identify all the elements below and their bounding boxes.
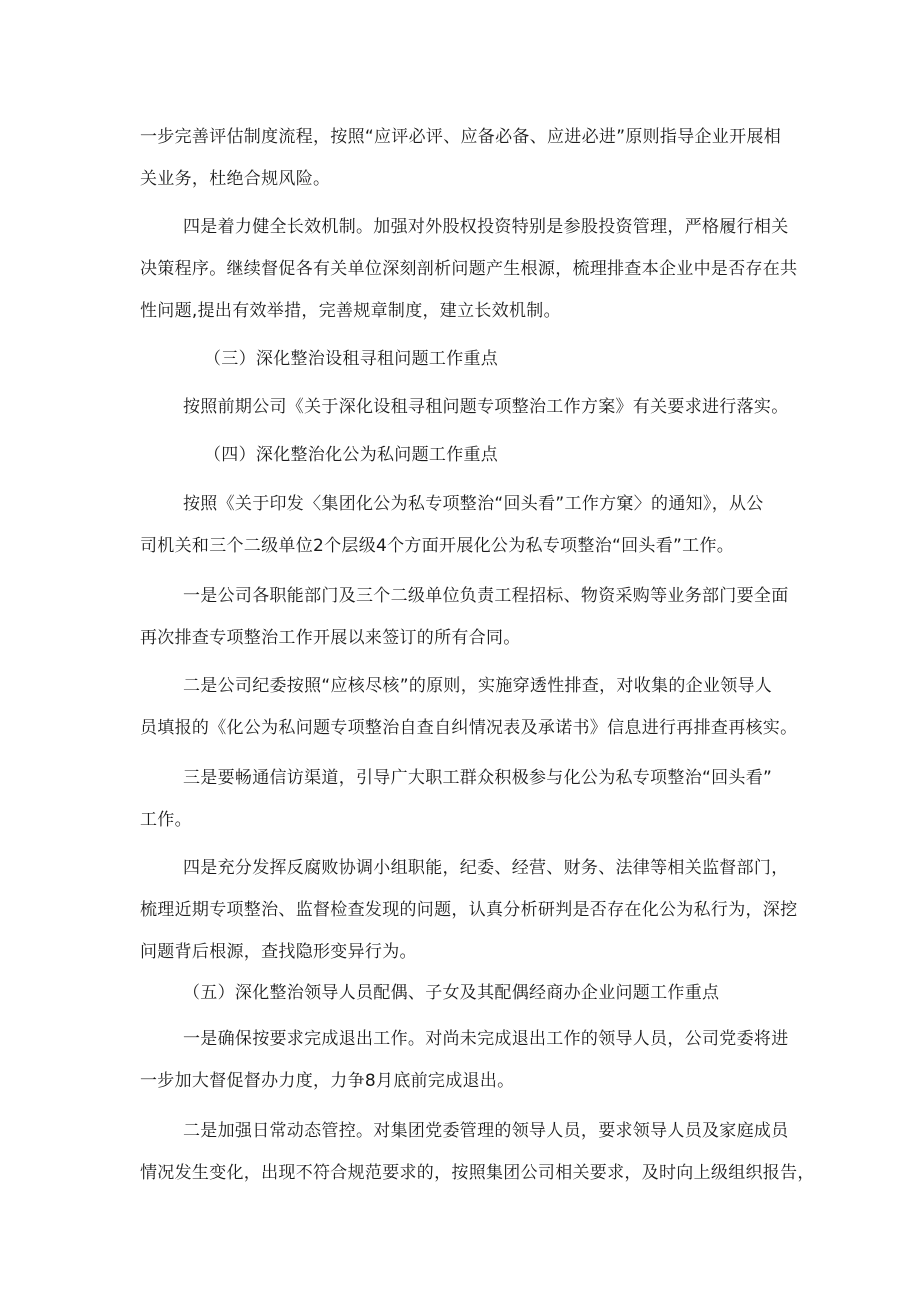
paragraph-line: 一是确保按要求完成退出工作。对尚未完成退出工作的领导人员，公司党委将进 bbox=[183, 1029, 789, 1049]
paragraph-line: 二是公司纪委按照“应核尽核”的原则，实施穿透性排查，对收集的企业领导人 bbox=[183, 676, 773, 696]
paragraph-line: 员填报的《化公为私问题专项整治自查自纠情况表及承诺书》信息进行再排查再核实。 bbox=[140, 718, 798, 738]
section-heading: （四）深化整治化公为私问题工作重点 bbox=[204, 445, 499, 465]
paragraph-line: 按照前期公司《关于深化设租寻租问题专项整治工作方案》有关要求进行落实。 bbox=[183, 397, 789, 417]
paragraph-line: 决策程序。继续督促各有关单位深刻剖析问题产生根源，梳理排查本企业中是否存在共 bbox=[140, 259, 798, 279]
section-heading: （三）深化整治设租寻租问题工作重点 bbox=[204, 349, 499, 369]
paragraph-line: 三是要畅通信访渠道，引导广大职工群众积极参与化公为私专项整治“回头看” bbox=[183, 768, 773, 788]
section-heading: （五）深化整治领导人员配偶、子女及其配偶经商办企业问题工作重点 bbox=[183, 983, 720, 1003]
paragraph-line: 一步完善评估制度流程，按照“应评必评、应备必备、应进必进”原则指导企业开展相 bbox=[140, 127, 782, 147]
paragraph-line: 一步加大督促督办力度，力争8月底前完成退出。 bbox=[140, 1071, 515, 1091]
paragraph-line: 二是加强日常动态管控。对集团党委管理的领导人员，要求领导人员及家庭成员 bbox=[183, 1121, 789, 1141]
paragraph-line: 四是着力健全长效机制。加强对外股权投资特别是参股投资管理，严格履行相关 bbox=[183, 217, 789, 237]
paragraph-line: 工作。 bbox=[140, 810, 192, 830]
paragraph-line: 一是公司各职能部门及三个二级单位负责工程招标、物资采购等业务部门要全面 bbox=[183, 586, 789, 606]
paragraph-line: 性问题,提出有效举措，完善规章制度，建立长效机制。 bbox=[140, 301, 561, 321]
paragraph-line: 再次排查专项整治工作开展以来签订的所有合同。 bbox=[140, 628, 521, 648]
paragraph-line: 关业务，杜绝合规风险。 bbox=[140, 169, 331, 189]
paragraph-line: 司机关和三个二级单位2个层级4个方面开展化公为私专项整治“回头看”工作。 bbox=[140, 536, 735, 556]
paragraph-line: 梳理近期专项整治、监督检查发现的问题，认真分析研判是否存在化公为私行为，深挖 bbox=[140, 900, 798, 920]
paragraph-line: 按照《关于印发〈集团化公为私专项整治“回头看”工作方窠〉的通知》，从公 bbox=[183, 494, 764, 514]
paragraph-line: 情况发生变化，出现不符合规范要求的，按照集团公司相关要求，及时向上级组织报告， bbox=[140, 1163, 815, 1183]
paragraph-line: 四是充分发挥反腐败协调小组职能，纪委、经营、财务、法律等相关监督部门， bbox=[183, 858, 789, 878]
paragraph-line: 问题背后根源，查找隐形变异行为。 bbox=[140, 942, 417, 962]
